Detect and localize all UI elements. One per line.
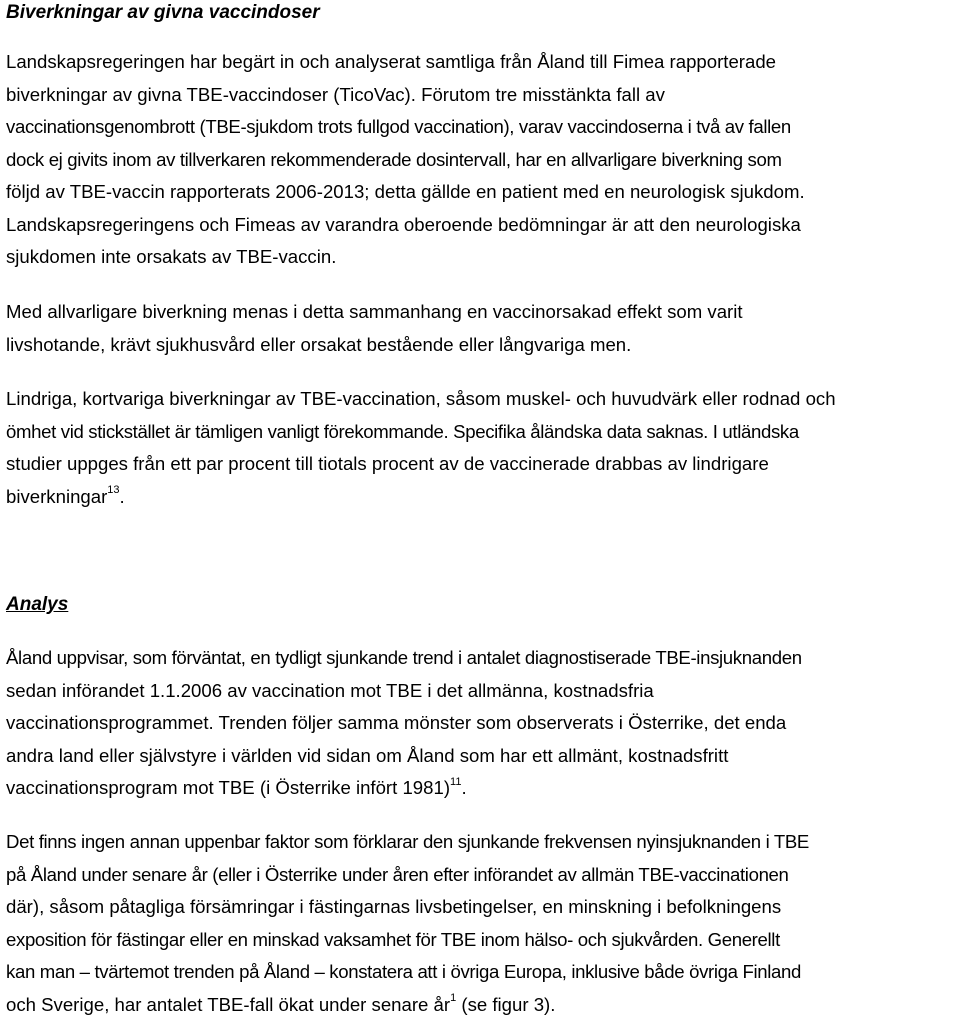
text-line-with-reference <box>6 481 956 514</box>
text-fragment: . <box>120 486 125 507</box>
footnote-reference: 1 <box>450 992 456 1004</box>
text-line: sedan införandet 1.1.2006 av vaccination mot TBE i det allmänna, kostnadsfria <box>6 675 956 708</box>
paragraph-no-other-factor <box>6 826 956 1021</box>
text-line-with-reference <box>6 772 956 805</box>
footnote-reference: 13 <box>107 484 119 496</box>
text-line: sjukdomen inte orsakats av TBE-vaccin. <box>6 241 956 274</box>
text-line: Med allvarligare biverkning menas i detta sammanhang en vaccinorsakad effekt som varit <box>6 296 956 329</box>
text-line: ömhet vid stickstället är tämligen vanligt förekommande. Specifika åländska data saknas. I utländska <box>6 416 956 449</box>
footnote-reference: 11 <box>450 776 461 788</box>
text-line: Landskapsregeringen har begärt in och analyserat samtliga från Åland till Fimea rapporterade <box>6 46 956 79</box>
text-fragment: vaccinationsprogram mot TBE (i Österrike infört 1981) <box>6 777 450 798</box>
text-line: Det finns ingen annan uppenbar faktor som förklarar den sjunkande frekvensen nyinsjuknanden i TBE <box>6 826 956 859</box>
text-line: följd av TBE-vaccin rapporterats 2006-2013; detta gällde en patient med en neurologisk sjukdom. <box>6 176 956 209</box>
text-line: andra land eller självstyre i världen vid sidan om Åland som har ett allmänt, kostnadsfritt <box>6 740 956 773</box>
text-line: vaccinationsgenombrott (TBE-sjukdom trots fullgod vaccination), varav vaccindoserna i två av fallen <box>6 111 956 144</box>
text-line: på Åland under senare år (eller i Österrike under åren efter införandet av allmän TBE-vaccinationen <box>6 859 956 892</box>
text-fragment: . <box>461 777 466 798</box>
text-fragment: (se figur 3). <box>456 994 555 1015</box>
text-line: kan man – tvärtemot trenden på Åland – konstatera att i övriga Europa, inklusive både övriga Finland <box>6 956 956 989</box>
text-line: livshotande, krävt sjukhusvård eller orsakat bestående eller långvariga men. <box>6 329 956 362</box>
text-line: biverkningar av givna TBE-vaccindoser (TicoVac). Förutom tre misstänkta fall av <box>6 79 956 112</box>
text-line: studier uppges från ett par procent till tiotals procent av de vaccinerade drabbas av lindrigare <box>6 448 956 481</box>
text-line-with-reference <box>6 989 956 1021</box>
text-line: Åland uppvisar, som förväntat, en tydligt sjunkande trend i antalet diagnostiserade TBE-insjuknanden <box>6 642 956 675</box>
text-line: dock ej givits inom av tillverkaren rekommenderade dosintervall, har en allvarligare biverkning som <box>6 144 956 177</box>
section-heading-analysis: Analys <box>6 592 68 618</box>
text-line: där), såsom påtagliga försämringar i fästingarnas livsbetingelser, en minskning i befolkningens <box>6 891 956 924</box>
paragraph-analysis-trend <box>6 642 956 805</box>
text-line: exposition för fästingar eller en minskad vaksamhet för TBE inom hälso- och sjukvården. Generellt <box>6 924 956 957</box>
text-line: Landskapsregeringens och Fimeas av varandra oberoende bedömningar är att den neurologiska <box>6 209 956 242</box>
paragraph-side-effects-reports <box>6 46 956 274</box>
text-line: Lindriga, kortvariga biverkningar av TBE-vaccination, såsom muskel- och huvudvärk eller rodnad och <box>6 383 956 416</box>
text-line: vaccinationsprogrammet. Trenden följer samma mönster som observerats i Österrike, det enda <box>6 707 956 740</box>
paragraph-mild-side-effects <box>6 383 956 513</box>
section-heading-side-effects: Biverkningar av givna vaccindoser <box>6 0 320 26</box>
text-fragment: och Sverige, har antalet TBE-fall ökat under senare år <box>6 994 450 1015</box>
text-fragment: biverkningar <box>6 486 107 507</box>
paragraph-serious-side-effect-definition <box>6 296 956 361</box>
